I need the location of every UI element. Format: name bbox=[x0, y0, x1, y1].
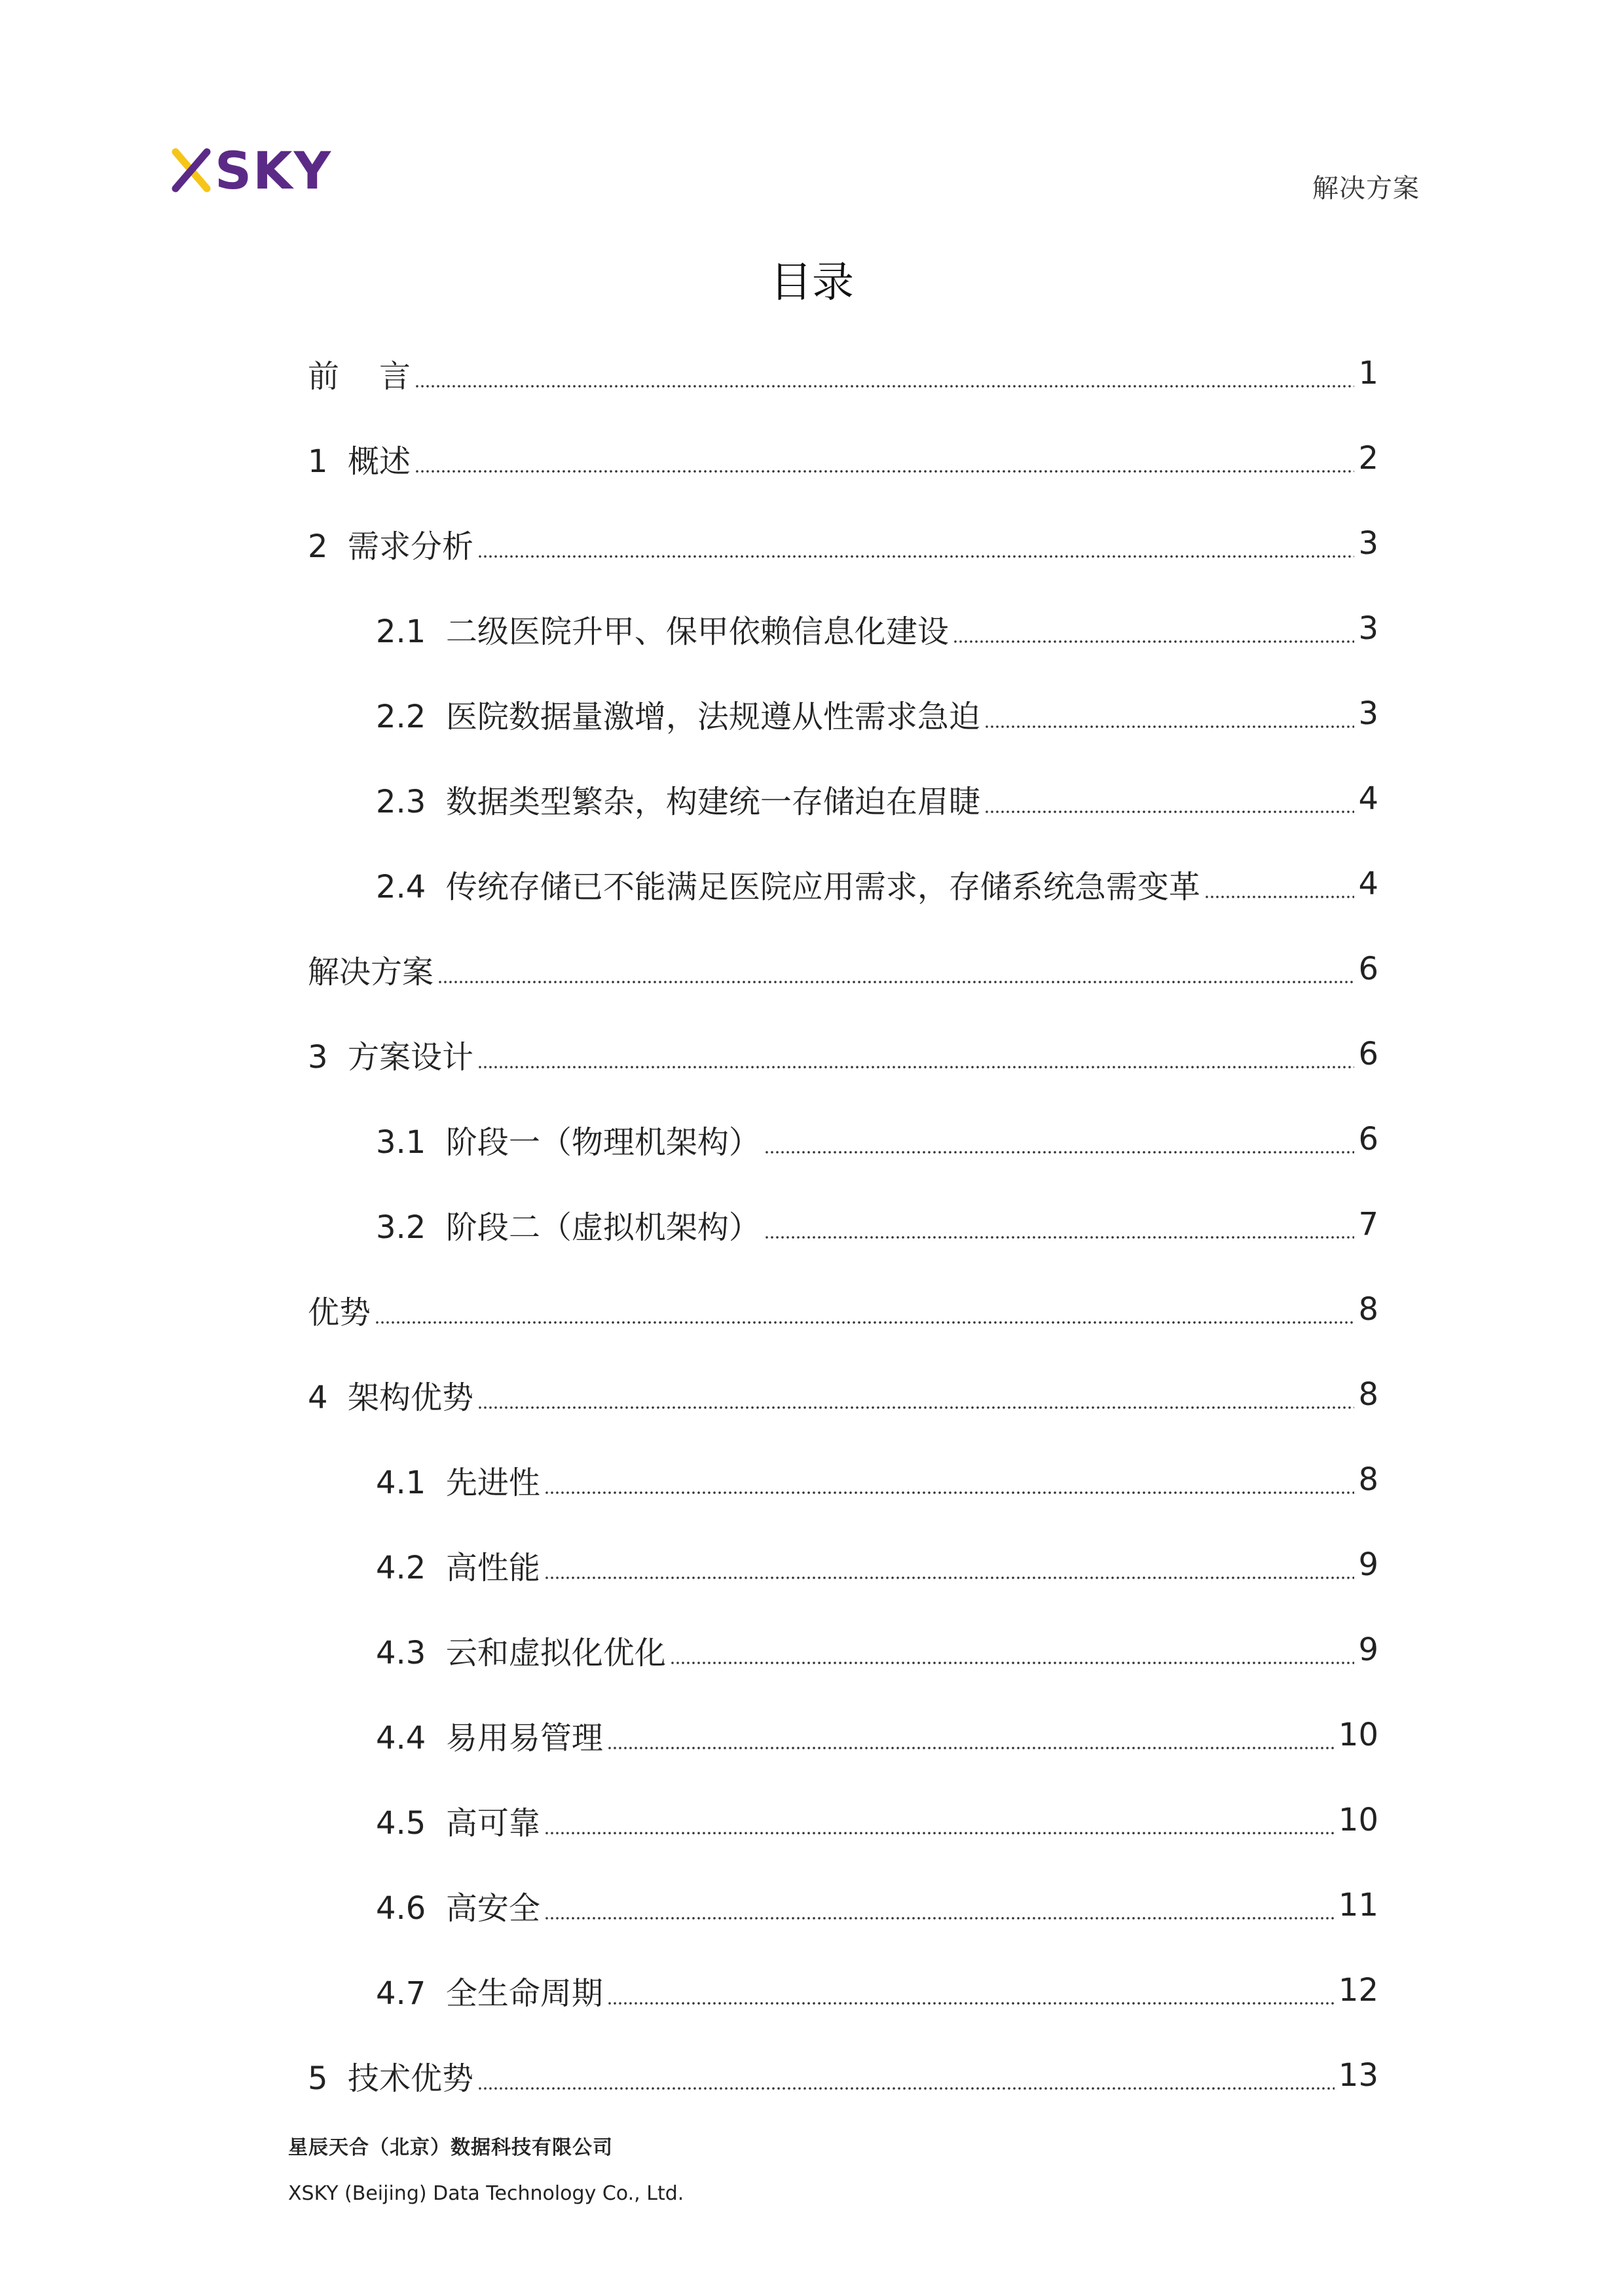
toc-entry-title: 4.6 高安全 bbox=[376, 1889, 540, 1927]
toc-entry-page-number: 2 bbox=[1358, 440, 1378, 477]
toc-entry[interactable] bbox=[308, 841, 1378, 926]
logo-wordmark: SKY bbox=[215, 145, 333, 195]
table-of-contents bbox=[308, 331, 1378, 2118]
toc-entry-title: 2.4 传统存储已不能满足医院应用需求，存储系统急需变革 bbox=[376, 868, 1200, 905]
toc-entry[interactable] bbox=[308, 1011, 1378, 1097]
toc-entry-page-number: 1 bbox=[1358, 355, 1378, 392]
toc-entry[interactable] bbox=[308, 1777, 1378, 1863]
toc-entry-page-number: 4 bbox=[1358, 866, 1378, 902]
toc-entry-title: 3 方案设计 bbox=[308, 1038, 474, 1076]
toc-entry-title: 3.1 阶段一（物理机架构） bbox=[376, 1123, 760, 1161]
toc-dot-leader bbox=[477, 2082, 1335, 2091]
toc-entry-page-number: 6 bbox=[1358, 1036, 1378, 1072]
toc-entry-title: 解决方案 bbox=[308, 953, 434, 991]
toc-title: 目录 bbox=[770, 259, 854, 307]
toc-entry-title: 5 技术优势 bbox=[308, 2060, 474, 2097]
toc-entry[interactable] bbox=[308, 1607, 1378, 1692]
toc-dot-leader bbox=[953, 635, 1355, 644]
toc-entry[interactable] bbox=[308, 1948, 1378, 2033]
toc-entry[interactable] bbox=[308, 1182, 1378, 1267]
toc-dot-leader bbox=[670, 1656, 1355, 1666]
toc-entry[interactable] bbox=[308, 1863, 1378, 1948]
toc-dot-leader bbox=[984, 720, 1355, 729]
toc-entry[interactable] bbox=[308, 1522, 1378, 1607]
toc-entry-page-number: 11 bbox=[1338, 1887, 1378, 1923]
footer-company-en: XSKY (Beijing) Data Technology Co., Ltd. bbox=[288, 2182, 684, 2205]
toc-entry[interactable] bbox=[308, 416, 1378, 501]
xsky-logo-icon bbox=[172, 145, 347, 195]
toc-entry-title: 2.1 二级医院升甲、保甲依赖信息化建设 bbox=[376, 613, 949, 650]
toc-entry-page-number: 6 bbox=[1358, 1121, 1378, 1157]
toc-entry-page-number: 9 bbox=[1358, 1546, 1378, 1583]
toc-entry-title: 4 架构优势 bbox=[308, 1379, 474, 1416]
toc-entry[interactable] bbox=[308, 926, 1378, 1011]
toc-entry-page-number: 13 bbox=[1338, 2057, 1378, 2094]
toc-entry-title: 4.7 全生命周期 bbox=[376, 1975, 603, 2012]
toc-entry-title: 4.2 高性能 bbox=[376, 1549, 540, 1586]
toc-entry-page-number: 9 bbox=[1358, 1631, 1378, 1668]
toc-dot-leader bbox=[544, 1912, 1335, 1921]
toc-entry-page-number: 3 bbox=[1358, 610, 1378, 647]
toc-entry-page-number: 7 bbox=[1358, 1206, 1378, 1243]
toc-entry-page-number: 4 bbox=[1358, 780, 1378, 817]
footer-company-cn: 星辰天合（北京）数据科技有限公司 bbox=[288, 2136, 613, 2159]
company-logo bbox=[172, 145, 347, 195]
toc-dot-leader bbox=[607, 1997, 1335, 2006]
toc-dot-leader bbox=[984, 805, 1355, 814]
toc-entry-page-number: 8 bbox=[1358, 1376, 1378, 1413]
toc-entry-title: 2.3 数据类型繁杂，构建统一存储迫在眉睫 bbox=[376, 783, 980, 820]
toc-dot-leader bbox=[415, 465, 1354, 474]
toc-entry-title: 4.1 先进性 bbox=[376, 1464, 540, 1501]
toc-entry-title: 前 言 bbox=[308, 357, 411, 395]
toc-entry-page-number: 10 bbox=[1338, 1717, 1378, 1753]
toc-entry[interactable] bbox=[308, 501, 1378, 586]
toc-entry-page-number: 8 bbox=[1358, 1461, 1378, 1498]
toc-entry[interactable] bbox=[308, 1692, 1378, 1777]
toc-dot-leader bbox=[375, 1316, 1354, 1325]
toc-entry[interactable] bbox=[308, 2033, 1378, 2118]
toc-dot-leader bbox=[437, 975, 1354, 985]
toc-entry[interactable] bbox=[308, 671, 1378, 756]
toc-dot-leader bbox=[544, 1486, 1355, 1495]
toc-dot-leader bbox=[477, 1061, 1354, 1070]
toc-entry[interactable] bbox=[308, 1352, 1378, 1437]
toc-entry-title: 2 需求分析 bbox=[308, 528, 474, 565]
toc-entry-title: 1 概述 bbox=[308, 443, 411, 480]
toc-entry-title: 3.2 阶段二（虚拟机架构） bbox=[376, 1209, 760, 1246]
toc-entry-page-number: 10 bbox=[1338, 1802, 1378, 1838]
toc-dot-leader bbox=[544, 1571, 1355, 1580]
header-section-label: 解决方案 bbox=[1312, 173, 1420, 204]
toc-entry[interactable] bbox=[308, 756, 1378, 841]
toc-entry[interactable] bbox=[308, 1097, 1378, 1182]
toc-dot-leader bbox=[764, 1146, 1355, 1155]
toc-dot-leader bbox=[415, 380, 1354, 389]
toc-entry-title: 4.5 高可靠 bbox=[376, 1804, 540, 1842]
toc-entry[interactable] bbox=[308, 331, 1378, 416]
toc-dot-leader bbox=[764, 1231, 1355, 1240]
toc-entry-title: 4.3 云和虚拟化优化 bbox=[376, 1634, 666, 1671]
toc-entry-page-number: 6 bbox=[1358, 951, 1378, 987]
toc-entry-title: 4.4 易用易管理 bbox=[376, 1719, 603, 1757]
toc-entry-page-number: 8 bbox=[1358, 1291, 1378, 1328]
toc-dot-leader bbox=[607, 1741, 1335, 1751]
toc-entry[interactable] bbox=[308, 1267, 1378, 1352]
toc-dot-leader bbox=[544, 1827, 1335, 1836]
toc-entry[interactable] bbox=[308, 1437, 1378, 1522]
toc-entry-title: 2.2 医院数据量激增，法规遵从性需求急迫 bbox=[376, 698, 980, 735]
toc-entry[interactable] bbox=[308, 586, 1378, 671]
toc-entry-page-number: 12 bbox=[1338, 1972, 1378, 2009]
toc-dot-leader bbox=[477, 1401, 1354, 1410]
toc-entry-title: 优势 bbox=[308, 1294, 371, 1331]
toc-entry-page-number: 3 bbox=[1358, 695, 1378, 732]
toc-dot-leader bbox=[477, 550, 1354, 559]
toc-dot-leader bbox=[1204, 890, 1355, 900]
toc-entry-page-number: 3 bbox=[1358, 525, 1378, 562]
page-footer bbox=[288, 2131, 684, 2205]
